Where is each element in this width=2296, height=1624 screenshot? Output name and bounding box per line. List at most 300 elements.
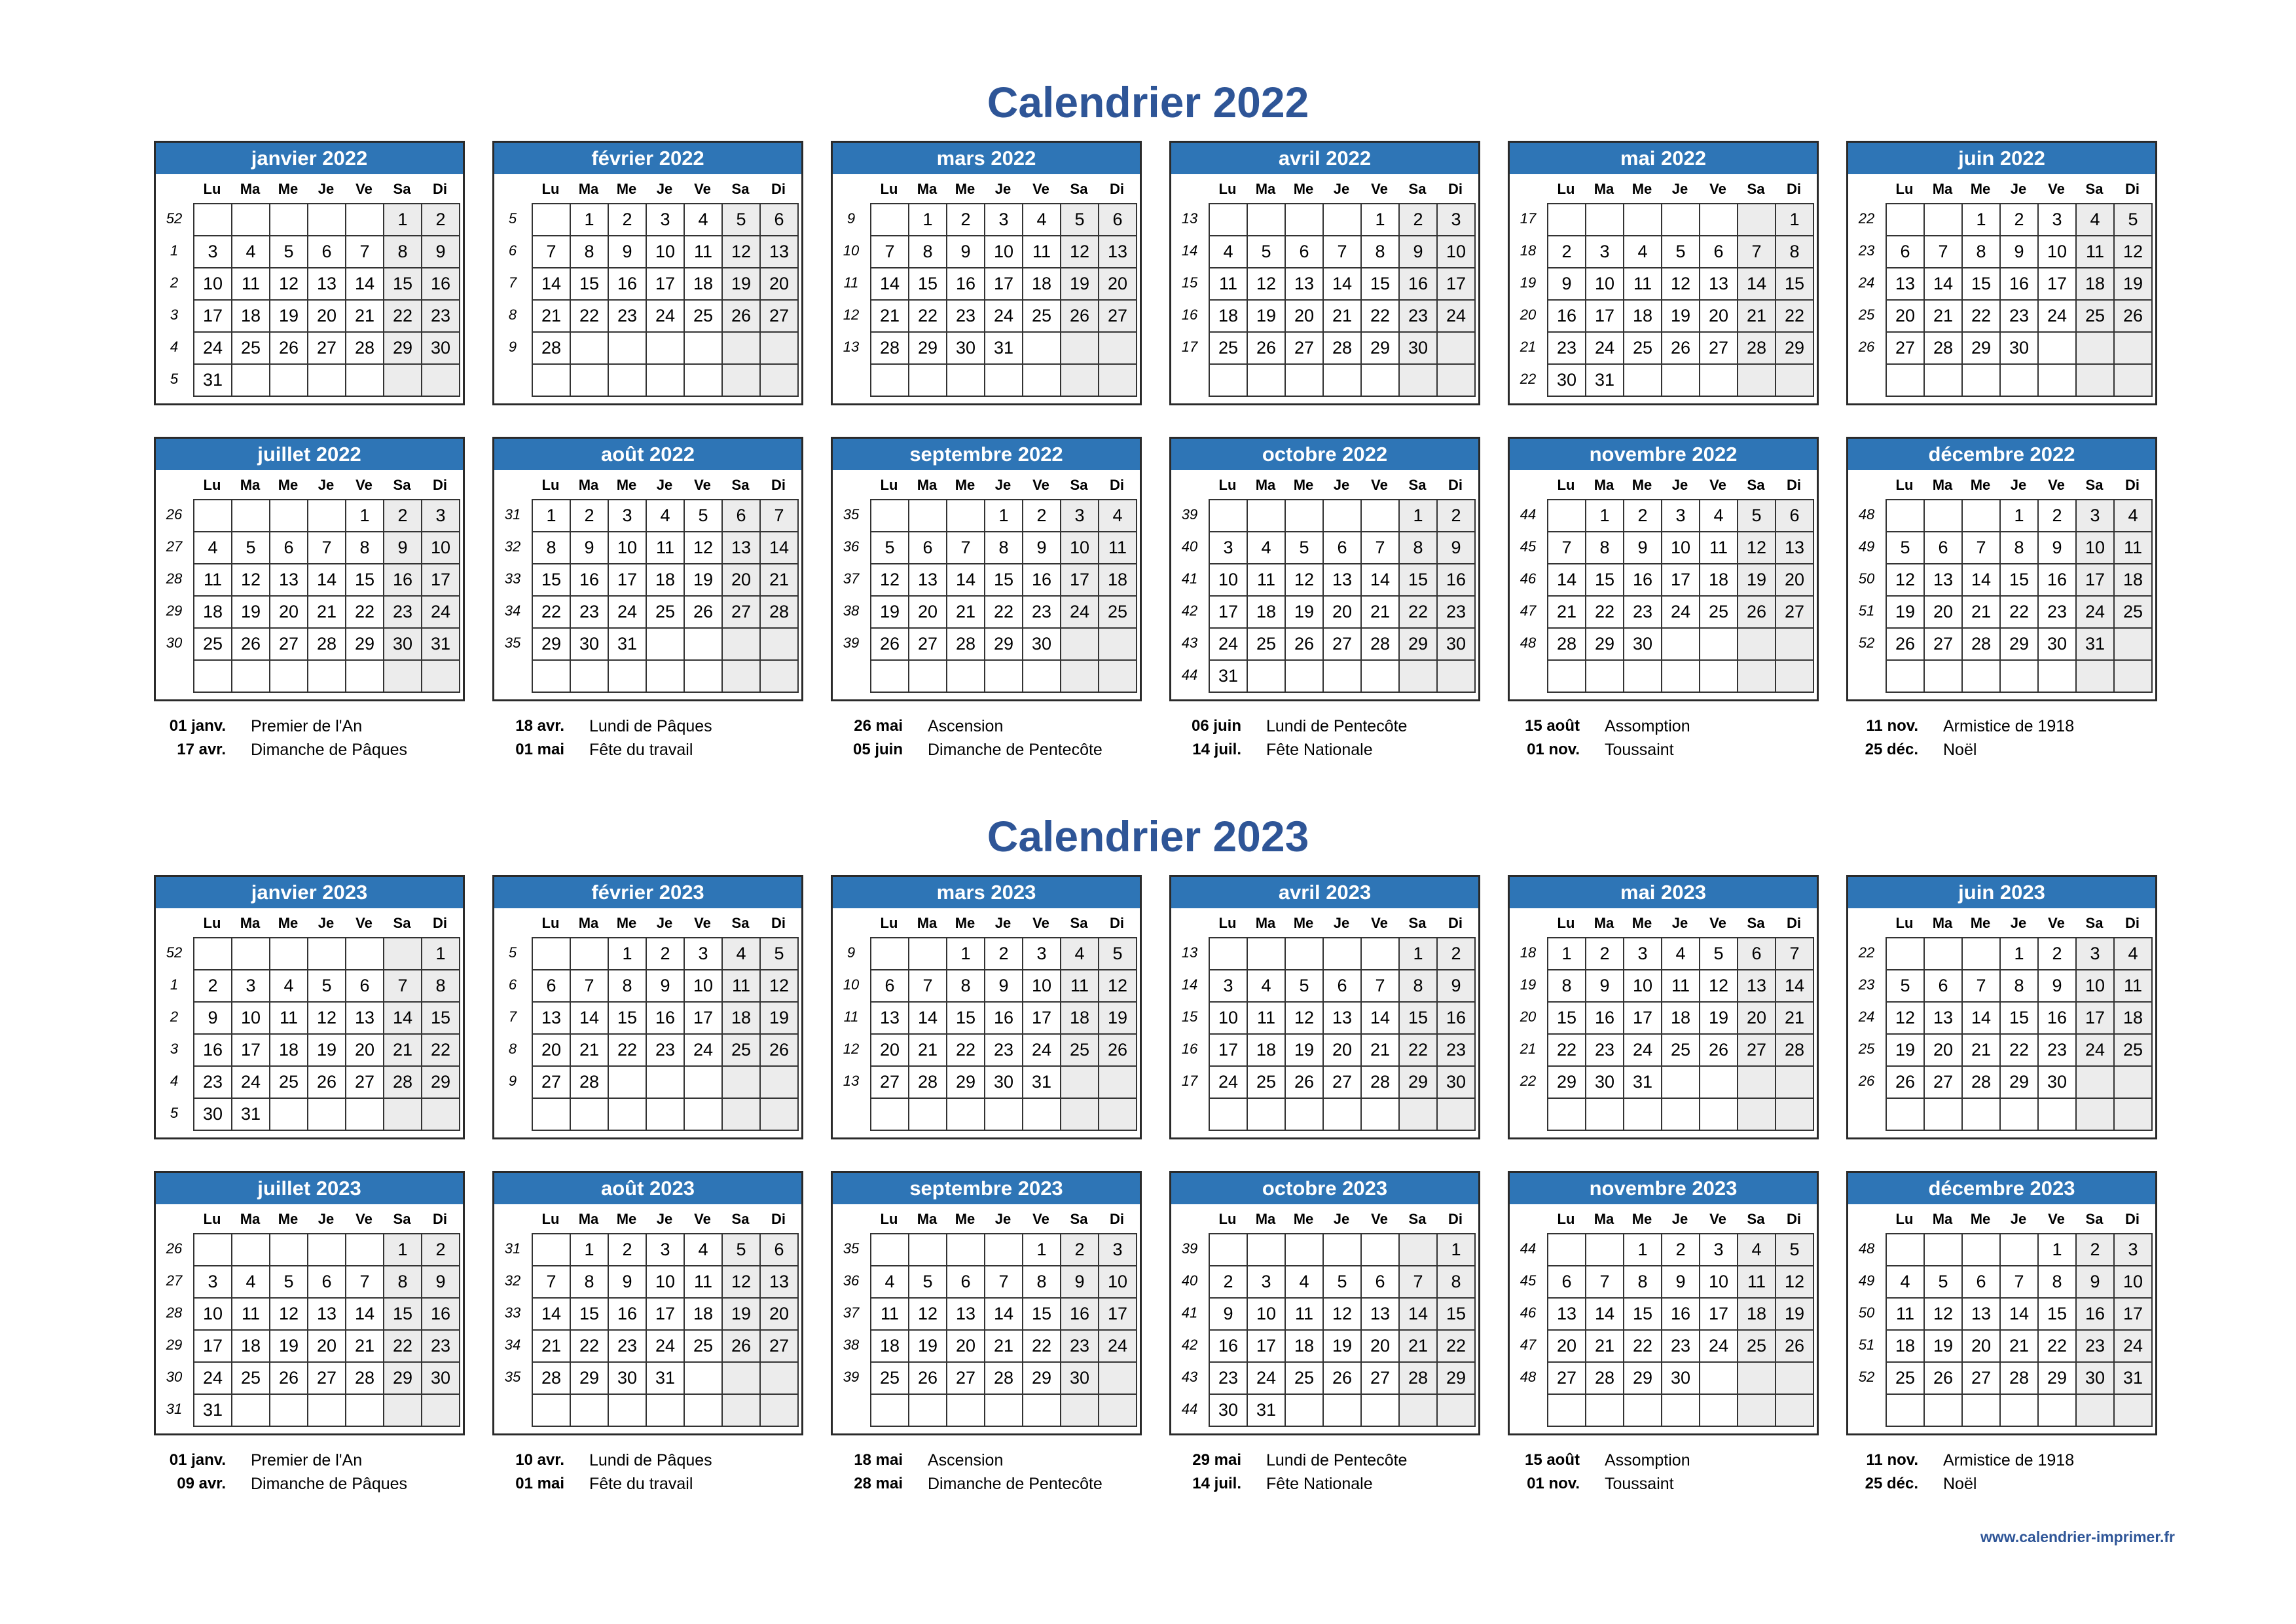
day-cell[interactable] (346, 1099, 384, 1131)
day-cell[interactable] (1586, 1234, 1624, 1266)
day-cell[interactable]: 14 (1963, 1003, 2001, 1035)
day-cell[interactable]: 24 (422, 597, 460, 629)
day-cell[interactable]: 1 (609, 938, 647, 970)
day-cell[interactable]: 24 (685, 1035, 723, 1067)
day-cell[interactable]: 12 (1286, 564, 1324, 597)
day-cell[interactable] (1776, 629, 1814, 661)
day-cell[interactable]: 26 (909, 1363, 947, 1395)
day-cell[interactable] (1624, 1395, 1662, 1427)
day-cell[interactable]: 28 (909, 1067, 947, 1099)
day-cell[interactable]: 23 (947, 301, 985, 333)
day-cell[interactable]: 27 (1925, 1067, 1963, 1099)
day-cell[interactable] (909, 938, 947, 970)
day-cell[interactable] (1210, 365, 1248, 397)
day-cell[interactable]: 6 (871, 970, 909, 1003)
day-cell[interactable]: 13 (1963, 1299, 2001, 1331)
day-cell[interactable] (194, 661, 232, 693)
day-cell[interactable]: 23 (985, 1035, 1023, 1067)
day-cell[interactable] (985, 1395, 1023, 1427)
day-cell[interactable]: 15 (947, 1003, 985, 1035)
day-cell[interactable]: 22 (571, 301, 609, 333)
day-cell[interactable]: 29 (1776, 333, 1814, 365)
day-cell[interactable]: 15 (346, 564, 384, 597)
day-cell[interactable] (647, 661, 685, 693)
day-cell[interactable]: 10 (985, 236, 1023, 268)
day-cell[interactable] (723, 1363, 761, 1395)
day-cell[interactable]: 18 (1061, 1003, 1099, 1035)
day-cell[interactable] (1400, 365, 1438, 397)
day-cell[interactable] (308, 1099, 346, 1131)
day-cell[interactable]: 21 (1963, 1035, 2001, 1067)
day-cell[interactable]: 2 (1624, 500, 1662, 532)
day-cell[interactable] (346, 1234, 384, 1266)
day-cell[interactable]: 7 (346, 1266, 384, 1299)
day-cell[interactable]: 1 (2039, 1234, 2077, 1266)
day-cell[interactable]: 18 (871, 1331, 909, 1363)
day-cell[interactable]: 4 (2077, 204, 2115, 236)
day-cell[interactable] (1887, 1099, 1925, 1131)
day-cell[interactable]: 18 (1248, 597, 1286, 629)
day-cell[interactable]: 4 (1624, 236, 1662, 268)
day-cell[interactable] (947, 365, 985, 397)
day-cell[interactable]: 9 (1662, 1266, 1700, 1299)
day-cell[interactable] (1400, 1234, 1438, 1266)
day-cell[interactable]: 27 (533, 1067, 571, 1099)
day-cell[interactable]: 2 (1438, 500, 1476, 532)
day-cell[interactable]: 7 (1963, 970, 2001, 1003)
day-cell[interactable]: 2 (609, 1234, 647, 1266)
day-cell[interactable]: 20 (871, 1035, 909, 1067)
day-cell[interactable]: 6 (761, 204, 799, 236)
day-cell[interactable]: 23 (1548, 333, 1586, 365)
day-cell[interactable]: 19 (871, 597, 909, 629)
day-cell[interactable]: 5 (1099, 938, 1137, 970)
day-cell[interactable] (2001, 661, 2039, 693)
day-cell[interactable] (1286, 1234, 1324, 1266)
day-cell[interactable] (609, 661, 647, 693)
day-cell[interactable]: 28 (308, 629, 346, 661)
day-cell[interactable]: 4 (2115, 500, 2153, 532)
day-cell[interactable]: 27 (1738, 1035, 1776, 1067)
day-cell[interactable]: 19 (1887, 1035, 1925, 1067)
day-cell[interactable]: 3 (2077, 500, 2115, 532)
day-cell[interactable] (270, 1099, 308, 1131)
day-cell[interactable]: 22 (1586, 597, 1624, 629)
day-cell[interactable] (871, 1099, 909, 1131)
day-cell[interactable] (609, 365, 647, 397)
day-cell[interactable] (1700, 1099, 1738, 1131)
day-cell[interactable]: 5 (909, 1266, 947, 1299)
day-cell[interactable]: 16 (1624, 564, 1662, 597)
day-cell[interactable]: 9 (1438, 532, 1476, 564)
day-cell[interactable] (1738, 365, 1776, 397)
day-cell[interactable]: 4 (1738, 1234, 1776, 1266)
day-cell[interactable]: 28 (947, 629, 985, 661)
day-cell[interactable]: 18 (685, 1299, 723, 1331)
day-cell[interactable]: 22 (422, 1035, 460, 1067)
day-cell[interactable] (571, 661, 609, 693)
day-cell[interactable] (1925, 204, 1963, 236)
day-cell[interactable]: 29 (1586, 629, 1624, 661)
day-cell[interactable]: 15 (2001, 1003, 2039, 1035)
day-cell[interactable] (1061, 1395, 1099, 1427)
day-cell[interactable]: 20 (1776, 564, 1814, 597)
day-cell[interactable]: 11 (1624, 268, 1662, 301)
day-cell[interactable] (1400, 661, 1438, 693)
day-cell[interactable] (1286, 204, 1324, 236)
day-cell[interactable]: 31 (1023, 1067, 1061, 1099)
day-cell[interactable]: 15 (2039, 1299, 2077, 1331)
day-cell[interactable] (723, 1099, 761, 1131)
day-cell[interactable]: 9 (1586, 970, 1624, 1003)
day-cell[interactable]: 23 (1061, 1331, 1099, 1363)
day-cell[interactable]: 8 (1362, 236, 1400, 268)
day-cell[interactable]: 9 (1438, 970, 1476, 1003)
day-cell[interactable]: 16 (985, 1003, 1023, 1035)
day-cell[interactable]: 22 (384, 1331, 422, 1363)
day-cell[interactable] (1738, 1099, 1776, 1131)
day-cell[interactable]: 9 (947, 236, 985, 268)
day-cell[interactable]: 17 (985, 268, 1023, 301)
day-cell[interactable] (1776, 1363, 1814, 1395)
day-cell[interactable] (685, 1099, 723, 1131)
day-cell[interactable] (1324, 365, 1362, 397)
day-cell[interactable]: 17 (1700, 1299, 1738, 1331)
day-cell[interactable]: 15 (1438, 1299, 1476, 1331)
day-cell[interactable]: 28 (1586, 1363, 1624, 1395)
day-cell[interactable]: 7 (1362, 970, 1400, 1003)
day-cell[interactable] (1738, 661, 1776, 693)
day-cell[interactable] (723, 1067, 761, 1099)
day-cell[interactable]: 5 (1925, 1266, 1963, 1299)
day-cell[interactable]: 26 (1286, 1067, 1324, 1099)
day-cell[interactable]: 21 (308, 597, 346, 629)
day-cell[interactable]: 7 (308, 532, 346, 564)
day-cell[interactable]: 28 (871, 333, 909, 365)
day-cell[interactable] (947, 500, 985, 532)
day-cell[interactable]: 4 (647, 500, 685, 532)
day-cell[interactable]: 17 (609, 564, 647, 597)
day-cell[interactable] (1662, 1067, 1700, 1099)
day-cell[interactable] (2077, 661, 2115, 693)
day-cell[interactable] (1438, 1395, 1476, 1427)
day-cell[interactable]: 15 (571, 268, 609, 301)
day-cell[interactable]: 3 (647, 1234, 685, 1266)
day-cell[interactable]: 19 (1286, 597, 1324, 629)
day-cell[interactable]: 24 (1662, 597, 1700, 629)
day-cell[interactable]: 1 (909, 204, 947, 236)
day-cell[interactable] (1963, 661, 2001, 693)
day-cell[interactable]: 26 (1286, 629, 1324, 661)
day-cell[interactable] (2039, 333, 2077, 365)
day-cell[interactable]: 23 (1586, 1035, 1624, 1067)
day-cell[interactable] (384, 661, 422, 693)
day-cell[interactable]: 15 (422, 1003, 460, 1035)
day-cell[interactable]: 28 (533, 333, 571, 365)
day-cell[interactable]: 13 (1738, 970, 1776, 1003)
day-cell[interactable]: 30 (1438, 629, 1476, 661)
day-cell[interactable] (2115, 661, 2153, 693)
day-cell[interactable]: 17 (2077, 564, 2115, 597)
day-cell[interactable]: 29 (1963, 333, 2001, 365)
day-cell[interactable]: 23 (1400, 301, 1438, 333)
day-cell[interactable] (909, 661, 947, 693)
day-cell[interactable] (384, 1099, 422, 1131)
day-cell[interactable]: 23 (609, 301, 647, 333)
day-cell[interactable]: 1 (384, 1234, 422, 1266)
day-cell[interactable]: 8 (533, 532, 571, 564)
day-cell[interactable] (308, 500, 346, 532)
day-cell[interactable]: 25 (2077, 301, 2115, 333)
day-cell[interactable] (1324, 1099, 1362, 1131)
day-cell[interactable] (1438, 1099, 1476, 1131)
day-cell[interactable] (1700, 204, 1738, 236)
day-cell[interactable] (2077, 1099, 2115, 1131)
day-cell[interactable]: 21 (1362, 597, 1400, 629)
day-cell[interactable] (308, 1395, 346, 1427)
day-cell[interactable]: 12 (1925, 1299, 1963, 1331)
day-cell[interactable] (647, 365, 685, 397)
day-cell[interactable]: 14 (1362, 1003, 1400, 1035)
day-cell[interactable]: 19 (1700, 1003, 1738, 1035)
day-cell[interactable]: 24 (1210, 629, 1248, 661)
day-cell[interactable] (609, 1099, 647, 1131)
day-cell[interactable]: 24 (647, 301, 685, 333)
day-cell[interactable]: 24 (1248, 1363, 1286, 1395)
day-cell[interactable]: 6 (1099, 204, 1137, 236)
day-cell[interactable]: 1 (2001, 938, 2039, 970)
day-cell[interactable]: 17 (232, 1035, 270, 1067)
day-cell[interactable]: 25 (723, 1035, 761, 1067)
day-cell[interactable]: 27 (346, 1067, 384, 1099)
day-cell[interactable]: 4 (1887, 1266, 1925, 1299)
day-cell[interactable]: 25 (871, 1363, 909, 1395)
day-cell[interactable]: 30 (422, 333, 460, 365)
day-cell[interactable]: 28 (1362, 629, 1400, 661)
day-cell[interactable]: 10 (685, 970, 723, 1003)
day-cell[interactable]: 30 (1548, 365, 1586, 397)
day-cell[interactable]: 30 (2077, 1363, 2115, 1395)
day-cell[interactable]: 21 (533, 301, 571, 333)
day-cell[interactable] (1548, 1099, 1586, 1131)
day-cell[interactable] (685, 661, 723, 693)
day-cell[interactable]: 1 (1548, 938, 1586, 970)
day-cell[interactable]: 24 (1438, 301, 1476, 333)
day-cell[interactable]: 31 (422, 629, 460, 661)
day-cell[interactable]: 27 (1700, 333, 1738, 365)
day-cell[interactable]: 7 (1963, 532, 2001, 564)
day-cell[interactable]: 16 (947, 268, 985, 301)
day-cell[interactable]: 31 (2077, 629, 2115, 661)
day-cell[interactable]: 12 (1700, 970, 1738, 1003)
day-cell[interactable] (685, 629, 723, 661)
day-cell[interactable]: 28 (346, 1363, 384, 1395)
day-cell[interactable]: 3 (1099, 1234, 1137, 1266)
day-cell[interactable] (270, 500, 308, 532)
day-cell[interactable]: 7 (384, 970, 422, 1003)
day-cell[interactable]: 11 (1887, 1299, 1925, 1331)
day-cell[interactable]: 26 (723, 1331, 761, 1363)
day-cell[interactable]: 19 (1061, 268, 1099, 301)
day-cell[interactable]: 10 (2039, 236, 2077, 268)
day-cell[interactable]: 11 (647, 532, 685, 564)
day-cell[interactable]: 14 (384, 1003, 422, 1035)
day-cell[interactable]: 25 (270, 1067, 308, 1099)
day-cell[interactable]: 9 (2077, 1266, 2115, 1299)
day-cell[interactable] (384, 365, 422, 397)
day-cell[interactable] (647, 1099, 685, 1131)
day-cell[interactable]: 30 (1586, 1067, 1624, 1099)
day-cell[interactable] (1324, 661, 1362, 693)
day-cell[interactable]: 2 (2039, 500, 2077, 532)
day-cell[interactable] (2039, 1099, 2077, 1131)
day-cell[interactable]: 7 (1548, 532, 1586, 564)
day-cell[interactable]: 9 (2039, 970, 2077, 1003)
day-cell[interactable]: 10 (422, 532, 460, 564)
day-cell[interactable] (909, 1395, 947, 1427)
day-cell[interactable] (2077, 365, 2115, 397)
day-cell[interactable]: 15 (985, 564, 1023, 597)
day-cell[interactable]: 12 (1248, 268, 1286, 301)
day-cell[interactable]: 9 (1210, 1299, 1248, 1331)
day-cell[interactable]: 5 (1738, 500, 1776, 532)
day-cell[interactable]: 18 (723, 1003, 761, 1035)
day-cell[interactable]: 5 (270, 1266, 308, 1299)
day-cell[interactable] (1099, 333, 1137, 365)
day-cell[interactable]: 30 (1438, 1067, 1476, 1099)
day-cell[interactable] (384, 1395, 422, 1427)
day-cell[interactable] (1925, 1234, 1963, 1266)
day-cell[interactable]: 6 (1324, 532, 1362, 564)
day-cell[interactable]: 21 (909, 1035, 947, 1067)
day-cell[interactable]: 14 (346, 268, 384, 301)
day-cell[interactable] (685, 1067, 723, 1099)
day-cell[interactable]: 23 (1662, 1331, 1700, 1363)
day-cell[interactable]: 1 (1400, 500, 1438, 532)
day-cell[interactable]: 6 (1738, 938, 1776, 970)
day-cell[interactable] (1023, 333, 1061, 365)
day-cell[interactable]: 28 (571, 1067, 609, 1099)
day-cell[interactable]: 26 (1887, 629, 1925, 661)
day-cell[interactable]: 8 (2001, 970, 2039, 1003)
day-cell[interactable]: 22 (1023, 1331, 1061, 1363)
day-cell[interactable]: 3 (422, 500, 460, 532)
day-cell[interactable]: 18 (1286, 1331, 1324, 1363)
day-cell[interactable]: 14 (909, 1003, 947, 1035)
day-cell[interactable]: 1 (985, 500, 1023, 532)
day-cell[interactable]: 22 (985, 597, 1023, 629)
day-cell[interactable]: 12 (909, 1299, 947, 1331)
day-cell[interactable]: 24 (1624, 1035, 1662, 1067)
day-cell[interactable]: 22 (2001, 1035, 2039, 1067)
day-cell[interactable]: 11 (232, 1299, 270, 1331)
day-cell[interactable]: 27 (308, 333, 346, 365)
day-cell[interactable] (1887, 661, 1925, 693)
day-cell[interactable]: 24 (232, 1067, 270, 1099)
day-cell[interactable]: 9 (1400, 236, 1438, 268)
day-cell[interactable]: 19 (1324, 1331, 1362, 1363)
day-cell[interactable]: 24 (1210, 1067, 1248, 1099)
day-cell[interactable]: 2 (571, 500, 609, 532)
day-cell[interactable] (1023, 365, 1061, 397)
day-cell[interactable]: 21 (533, 1331, 571, 1363)
day-cell[interactable]: 1 (1624, 1234, 1662, 1266)
day-cell[interactable] (761, 1395, 799, 1427)
day-cell[interactable]: 21 (1738, 301, 1776, 333)
day-cell[interactable]: 14 (346, 1299, 384, 1331)
day-cell[interactable] (1099, 661, 1137, 693)
day-cell[interactable]: 16 (422, 268, 460, 301)
day-cell[interactable] (871, 204, 909, 236)
day-cell[interactable]: 26 (1925, 1363, 1963, 1395)
day-cell[interactable]: 17 (1438, 268, 1476, 301)
day-cell[interactable]: 15 (533, 564, 571, 597)
day-cell[interactable]: 7 (1324, 236, 1362, 268)
day-cell[interactable]: 29 (2001, 1067, 2039, 1099)
day-cell[interactable]: 8 (2001, 532, 2039, 564)
day-cell[interactable]: 15 (1586, 564, 1624, 597)
day-cell[interactable]: 2 (1061, 1234, 1099, 1266)
day-cell[interactable] (1286, 938, 1324, 970)
day-cell[interactable]: 14 (1586, 1299, 1624, 1331)
day-cell[interactable] (2115, 1099, 2153, 1131)
day-cell[interactable]: 21 (1963, 597, 2001, 629)
day-cell[interactable]: 4 (723, 938, 761, 970)
day-cell[interactable]: 20 (1286, 301, 1324, 333)
day-cell[interactable] (2039, 365, 2077, 397)
day-cell[interactable]: 19 (685, 564, 723, 597)
day-cell[interactable]: 1 (384, 204, 422, 236)
day-cell[interactable]: 7 (1586, 1266, 1624, 1299)
day-cell[interactable]: 4 (1286, 1266, 1324, 1299)
day-cell[interactable]: 1 (1586, 500, 1624, 532)
day-cell[interactable]: 8 (1963, 236, 2001, 268)
day-cell[interactable]: 12 (270, 268, 308, 301)
day-cell[interactable]: 4 (685, 1234, 723, 1266)
day-cell[interactable]: 11 (2077, 236, 2115, 268)
day-cell[interactable]: 23 (2077, 1331, 2115, 1363)
day-cell[interactable] (571, 938, 609, 970)
day-cell[interactable]: 26 (1662, 333, 1700, 365)
day-cell[interactable] (871, 500, 909, 532)
day-cell[interactable] (2039, 1395, 2077, 1427)
day-cell[interactable] (1700, 1067, 1738, 1099)
day-cell[interactable] (947, 661, 985, 693)
day-cell[interactable]: 22 (384, 301, 422, 333)
day-cell[interactable]: 13 (1887, 268, 1925, 301)
day-cell[interactable] (1776, 1395, 1814, 1427)
day-cell[interactable]: 28 (1776, 1035, 1814, 1067)
day-cell[interactable]: 27 (871, 1067, 909, 1099)
day-cell[interactable]: 29 (985, 629, 1023, 661)
day-cell[interactable]: 11 (1738, 1266, 1776, 1299)
day-cell[interactable]: 17 (194, 301, 232, 333)
day-cell[interactable]: 24 (609, 597, 647, 629)
day-cell[interactable]: 21 (346, 301, 384, 333)
day-cell[interactable]: 12 (1887, 564, 1925, 597)
day-cell[interactable]: 31 (2115, 1363, 2153, 1395)
day-cell[interactable]: 10 (1023, 970, 1061, 1003)
day-cell[interactable] (2115, 333, 2153, 365)
day-cell[interactable]: 15 (909, 268, 947, 301)
day-cell[interactable]: 3 (1061, 500, 1099, 532)
day-cell[interactable]: 17 (422, 564, 460, 597)
day-cell[interactable]: 20 (1324, 597, 1362, 629)
day-cell[interactable]: 4 (871, 1266, 909, 1299)
day-cell[interactable]: 7 (871, 236, 909, 268)
day-cell[interactable]: 27 (1548, 1363, 1586, 1395)
day-cell[interactable]: 27 (270, 629, 308, 661)
